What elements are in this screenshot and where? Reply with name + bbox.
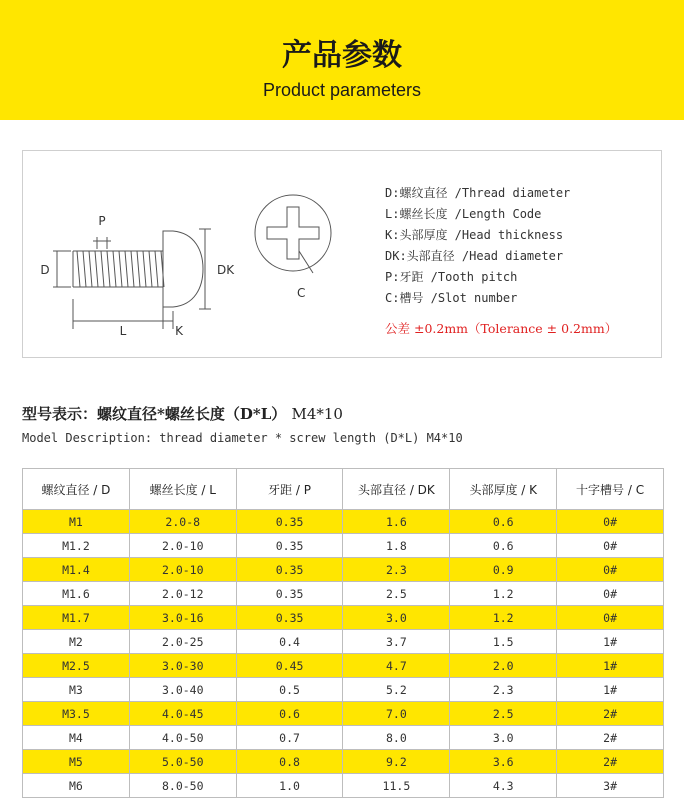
table-row <box>23 678 664 702</box>
cell-head-diameter: 8.0 <box>343 726 450 750</box>
cell-slot-number: 2# <box>557 750 664 774</box>
cell-slot-number: 2# <box>557 726 664 750</box>
cell-head-diameter: 5.2 <box>343 678 450 702</box>
cell-length: 4.0-50 <box>129 726 236 750</box>
cell-slot-number: 0# <box>557 510 664 534</box>
cell-pitch: 0.35 <box>236 606 343 630</box>
legend-item: K:头部厚度 /Head thickness <box>385 228 564 242</box>
cell-head-diameter: 3.7 <box>343 630 450 654</box>
cell-length: 2.0-10 <box>129 534 236 558</box>
cell-pitch: 0.5 <box>236 678 343 702</box>
thread-line <box>89 251 92 287</box>
cell-head-thickness: 0.6 <box>450 510 557 534</box>
cell-length: 8.0-50 <box>129 774 236 798</box>
label-D: D <box>40 263 50 277</box>
cell-thread-diameter: M5 <box>23 750 130 774</box>
cell-pitch: 0.45 <box>236 654 343 678</box>
cell-slot-number: 3# <box>557 774 664 798</box>
legend-item: DK:头部直径 /Head diameter <box>385 249 564 263</box>
header-pitch: 牙距 / P <box>236 469 343 510</box>
cell-head-diameter: 4.7 <box>343 654 450 678</box>
cell-slot-number: 1# <box>557 654 664 678</box>
cell-pitch: 0.35 <box>236 558 343 582</box>
thread-line <box>119 251 122 287</box>
label-C: C <box>297 286 306 300</box>
cell-head-thickness: 1.2 <box>450 582 557 606</box>
tolerance-note: 公差 ±0.2mm（Tolerance ± 0.2mm） <box>385 321 618 336</box>
cell-length: 4.0-45 <box>129 702 236 726</box>
cell-slot-number: 0# <box>557 534 664 558</box>
cell-thread-diameter: M2 <box>23 630 130 654</box>
table-row <box>23 630 664 654</box>
cell-pitch: 0.7 <box>236 726 343 750</box>
thread-line <box>137 251 140 287</box>
cell-slot-number: 2# <box>557 702 664 726</box>
cell-thread-diameter: M1.2 <box>23 534 130 558</box>
cell-thread-diameter: M6 <box>23 774 130 798</box>
cell-length: 2.0-25 <box>129 630 236 654</box>
table-row <box>23 654 664 678</box>
cell-thread-diameter: M1.4 <box>23 558 130 582</box>
legend-item: D:螺纹直径 /Thread diameter <box>385 186 571 200</box>
cell-slot-number: 1# <box>557 678 664 702</box>
cell-slot-number: 0# <box>557 606 664 630</box>
cell-length: 2.0-10 <box>129 558 236 582</box>
cell-head-thickness: 0.9 <box>450 558 557 582</box>
thread-line <box>131 251 134 287</box>
thread-line <box>77 251 80 287</box>
thread-line <box>155 251 158 287</box>
legend-item: L:螺丝长度 /Length Code <box>385 207 542 221</box>
cell-thread-diameter: M1.6 <box>23 582 130 606</box>
header-length: 螺丝长度 / L <box>129 469 236 510</box>
cell-head-thickness: 1.5 <box>450 630 557 654</box>
cell-head-thickness: 0.6 <box>450 534 557 558</box>
cell-length: 2.0-12 <box>129 582 236 606</box>
table-row <box>23 750 664 774</box>
legend <box>385 183 655 309</box>
thread-line <box>101 251 104 287</box>
table-body <box>23 510 664 798</box>
thread-line <box>83 251 86 287</box>
table-row <box>23 606 664 630</box>
cell-head-diameter: 2.5 <box>343 582 450 606</box>
cell-head-diameter: 1.8 <box>343 534 450 558</box>
cell-slot-number: 0# <box>557 582 664 606</box>
header-head-thickness: 头部厚度 / K <box>450 469 557 510</box>
cell-length: 3.0-16 <box>129 606 236 630</box>
model-title-text: 型号表示：螺纹直径*螺丝长度（D*L） <box>22 405 287 423</box>
model-description: Model Description: thread diameter * screw length (D*L) M4*10 <box>22 431 463 445</box>
cell-head-diameter: 2.3 <box>343 558 450 582</box>
thread-line <box>149 251 152 287</box>
parameter-table <box>22 468 664 798</box>
cell-pitch: 0.35 <box>236 510 343 534</box>
thread-line <box>143 251 146 287</box>
table-row <box>23 558 664 582</box>
header-head-diameter: 头部直径 / DK <box>343 469 450 510</box>
cell-pitch: 0.4 <box>236 630 343 654</box>
cell-head-thickness: 2.0 <box>450 654 557 678</box>
table-row <box>23 702 664 726</box>
thread-line <box>125 251 128 287</box>
cell-head-thickness: 4.3 <box>450 774 557 798</box>
thread-line <box>107 251 110 287</box>
screw-head-outline <box>163 231 203 307</box>
cross-slot <box>267 207 319 259</box>
table-row <box>23 726 664 750</box>
table-row <box>23 582 664 606</box>
thread-line <box>113 251 116 287</box>
screw-diagram-panel <box>22 150 662 358</box>
cell-head-diameter: 3.0 <box>343 606 450 630</box>
cell-head-diameter: 7.0 <box>343 702 450 726</box>
cell-length: 2.0-8 <box>129 510 236 534</box>
header-banner <box>0 0 684 120</box>
label-DK: DK <box>217 263 235 277</box>
page-title: 产品参数 <box>282 38 402 73</box>
cell-head-diameter: 11.5 <box>343 774 450 798</box>
cell-thread-diameter: M3 <box>23 678 130 702</box>
cell-head-thickness: 3.0 <box>450 726 557 750</box>
cell-head-diameter: 9.2 <box>343 750 450 774</box>
cell-pitch: 0.35 <box>236 582 343 606</box>
header-thread-diameter: 螺纹直径 / D <box>23 469 130 510</box>
cell-pitch: 0.35 <box>236 534 343 558</box>
header-slot-number: 十字槽号 / C <box>557 469 664 510</box>
cell-thread-diameter: M4 <box>23 726 130 750</box>
table-row <box>23 774 664 798</box>
cell-length: 5.0-50 <box>129 750 236 774</box>
cell-slot-number: 0# <box>557 558 664 582</box>
table-row <box>23 534 664 558</box>
cell-thread-diameter: M1 <box>23 510 130 534</box>
table-header-row <box>23 469 664 510</box>
model-title <box>22 403 343 424</box>
cell-head-thickness: 3.6 <box>450 750 557 774</box>
cell-head-diameter: 1.6 <box>343 510 450 534</box>
label-L: L <box>119 324 127 338</box>
cell-pitch: 1.0 <box>236 774 343 798</box>
legend-item: C:槽号 /Slot number <box>385 291 518 305</box>
cell-slot-number: 1# <box>557 630 664 654</box>
page-subtitle: Product parameters <box>262 80 422 100</box>
cell-head-thickness: 1.2 <box>450 606 557 630</box>
cell-pitch: 0.8 <box>236 750 343 774</box>
cell-thread-diameter: M1.7 <box>23 606 130 630</box>
cell-thread-diameter: M2.5 <box>23 654 130 678</box>
cell-pitch: 0.6 <box>236 702 343 726</box>
cell-length: 3.0-30 <box>129 654 236 678</box>
model-code: M4*10 <box>291 405 343 423</box>
table-row <box>23 510 664 534</box>
cell-length: 3.0-40 <box>129 678 236 702</box>
head-top-view <box>255 195 331 271</box>
label-K: K <box>175 324 183 338</box>
legend-item: P:牙距 /Tooth pitch <box>385 270 518 284</box>
thread-line <box>95 251 98 287</box>
cell-thread-diameter: M3.5 <box>23 702 130 726</box>
label-P: P <box>98 214 106 228</box>
cell-head-thickness: 2.5 <box>450 702 557 726</box>
cell-head-thickness: 2.3 <box>450 678 557 702</box>
screw-threads <box>77 251 164 287</box>
